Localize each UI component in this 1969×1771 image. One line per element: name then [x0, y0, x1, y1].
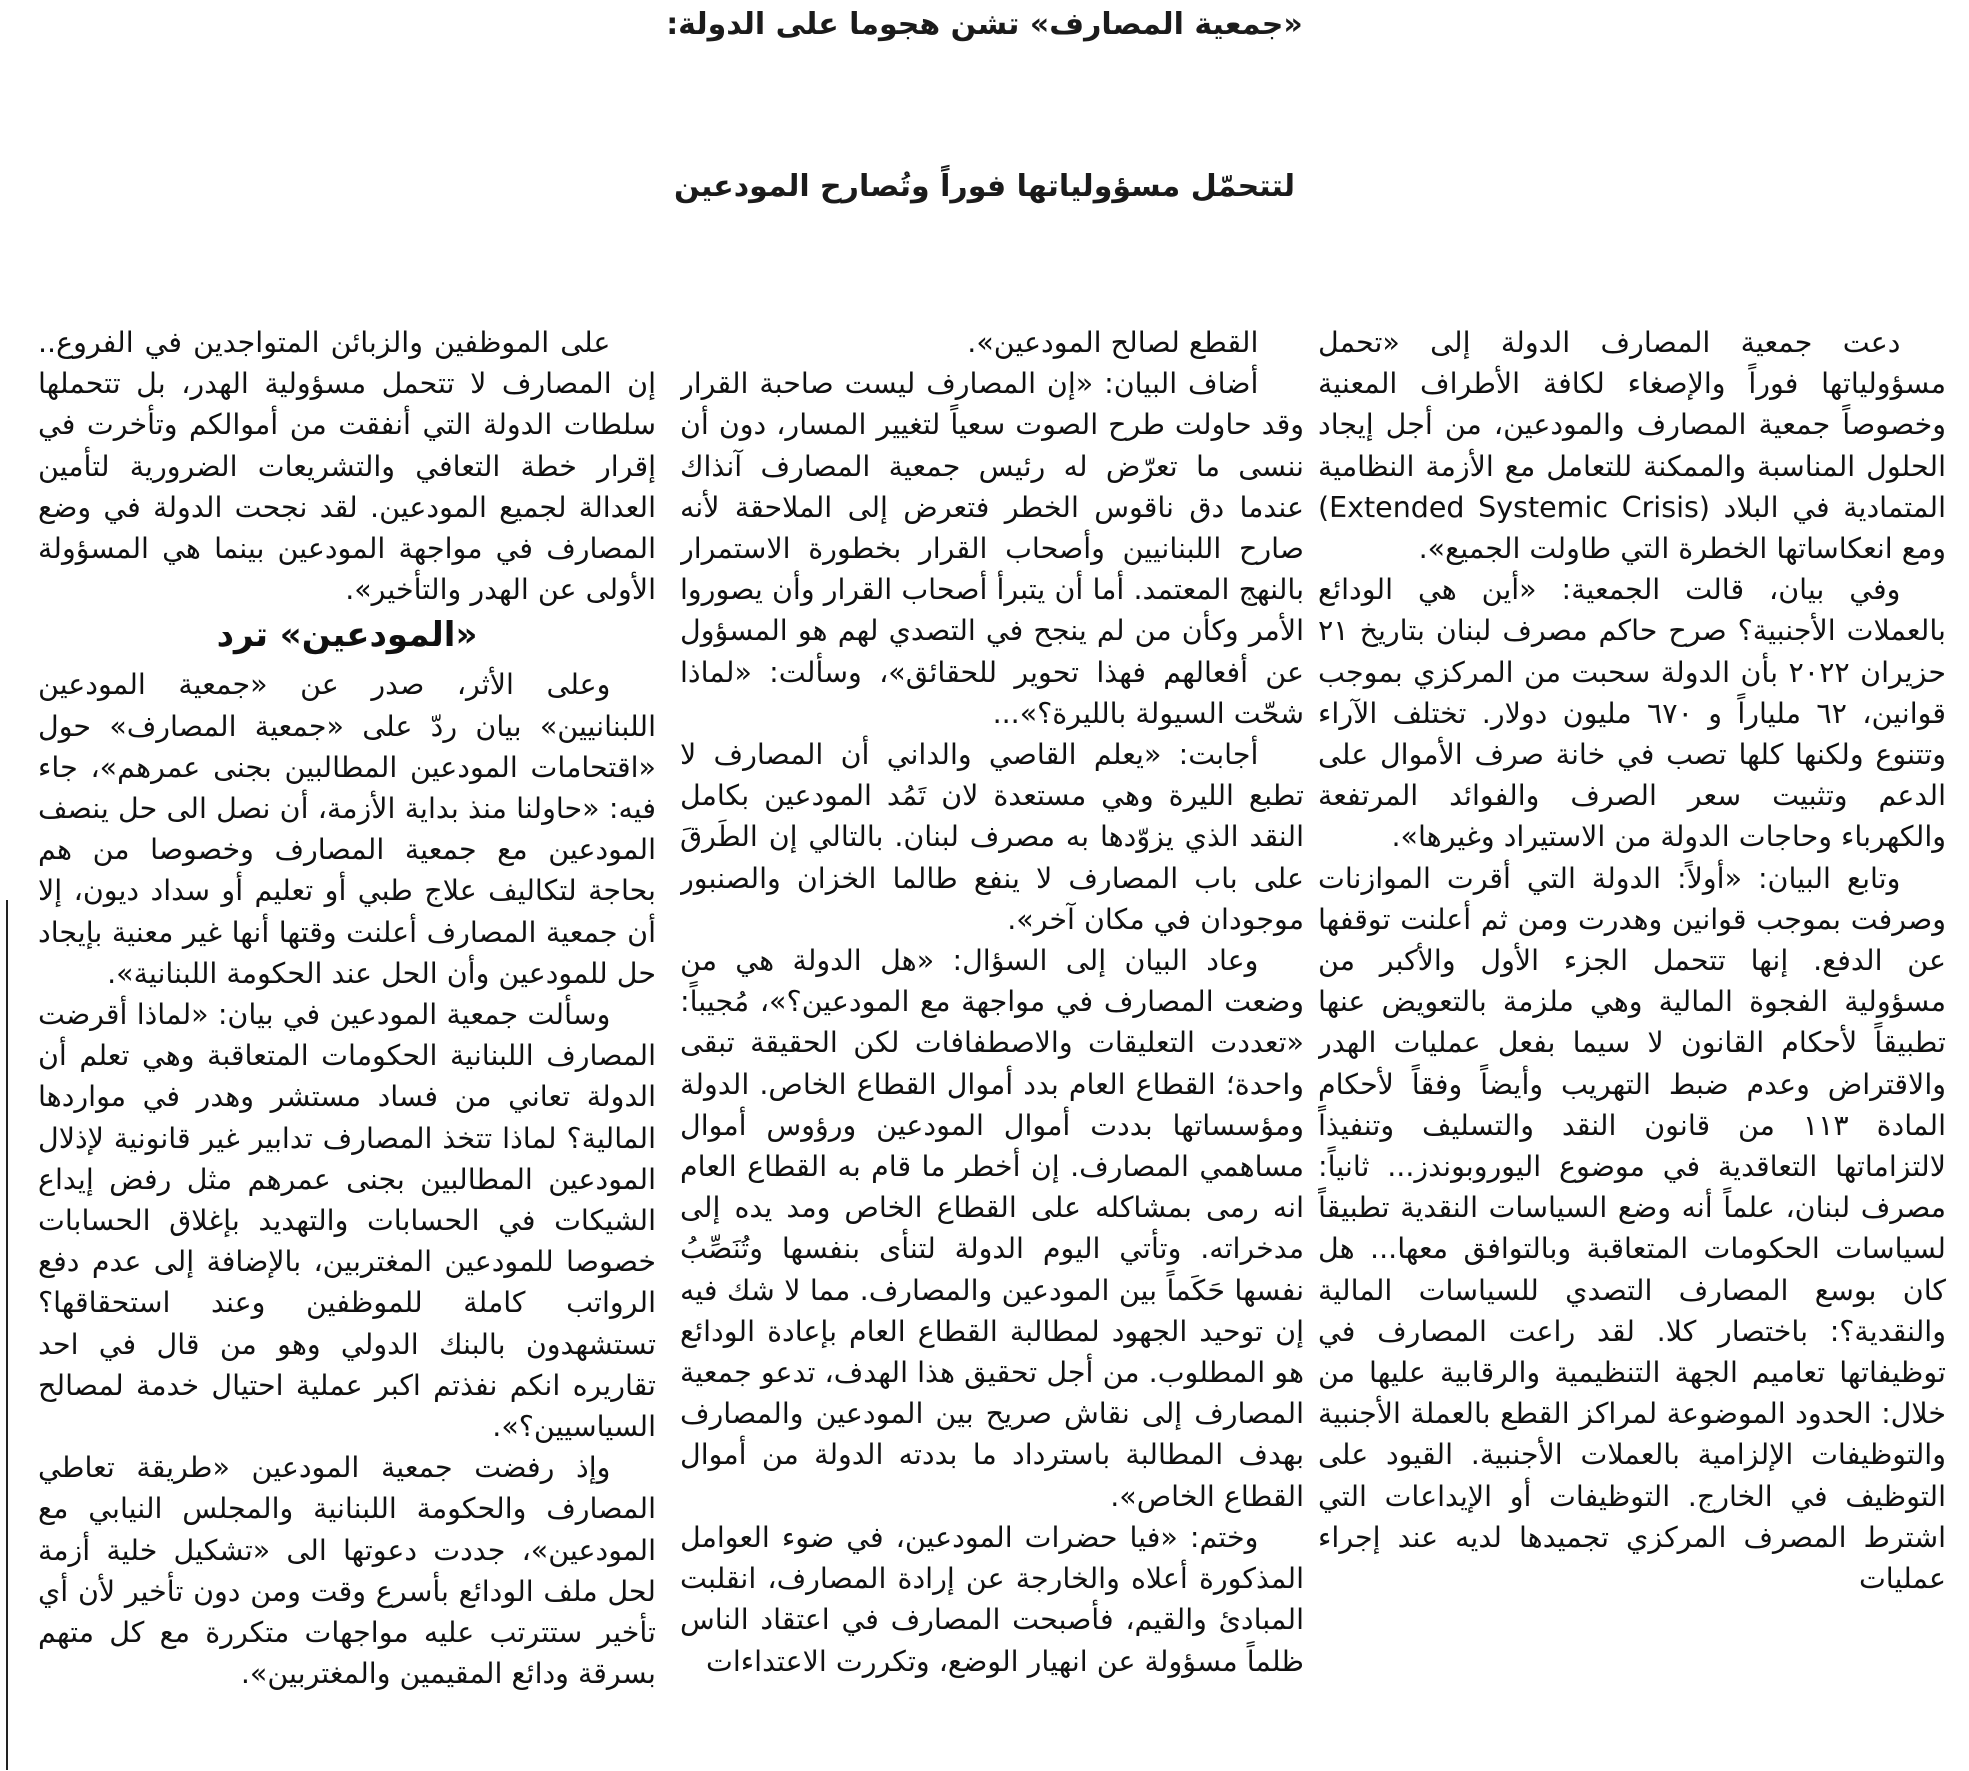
headline-line-1: «جمعية المصارف» تشن هجوما على الدولة: [666, 7, 1303, 42]
paragraph: أجابت: «يعلم القاصي والداني أن المصارف لا تطبع الليرة وهي مستعدة لان تَمُد المودعين بكامل النقد الذي يزوّدها به مصرف لبنان. بالتالي إن الطَرقَ على باب المصارف لا ينفع طالما الخزان والصنبور موجودان في مكان آخر». [680, 738, 1304, 936]
article-column-right [1318, 322, 1946, 1762]
article-column-left [38, 322, 656, 1762]
paragraph: على الموظفين والزبائن المتواجدين في الفروع.. إن المصارف لا تتحمل مسؤولية الهدر، بل تتحملها سلطات الدولة التي أنفقت من أموالكم وتأخرت في إقرار خطة التعافي والتشريعات الضرورية لتأمين العدالة لجميع المودعين. لقد نجحت الدولة في وضع المصارف في مواجهة المودعين بينما هي المسؤولة الأولى عن الهدر والتأخير». [38, 326, 656, 607]
paragraph: وعاد البيان إلى السؤال: «هل الدولة هي من وضعت المصارف في مواجهة مع المودعين؟»، مُجيباً: «تعددت التعليقات والاصطفافات لكن الحقيقة تبقى واحدة؛ القطاع العام بدد أموال القطاع الخاص. الدولة ومؤسساتها بددت أموال المودعين ورؤوس أموال مساهمي المصارف. إن أخطر ما قام به القطاع العام انه رمى بمشاكله على القطاع الخاص ومد يده إلى مدخراته. وتأتي اليوم الدولة لتنأى بنفسها وتُنَصِّبُ نفسها حَكَماً بين المودعين والمصارف. مما لا شك فيه إن توحيد الجهود لمطالبة القطاع العام بإعادة الودائع هو المطلوب. من أجل تحقيق هذا الهدف، تدعو جمعية المصارف إلى نقاش صريح بين المودعين والمصارف بهدف المطالبة باسترداد ما بددته الدولة من أموال القطاع الخاص». [680, 944, 1304, 1513]
paragraph: وسألت جمعية المودعين في بيان: «لماذا أقرضت المصارف اللبنانية الحكومات المتعاقبة وهي تعلم أن الدولة تعاني من فساد مستشر وهدر في مواردها المالية؟ لماذا تتخذ المصارف تدابير غير قانونية لإذلال المودعين المطالبين بجنى عمرهم مثل رفض إيداع الشيكات في الحسابات والتهديد بإغلاق الحسابات خصوصا للمودعين المغتربين، بالإضافة إلى عدم دفع الرواتب كاملة للموظفين وعند استحقاقها؟ تستشهدون بالبنك الدولي وهو من قال في احد تقاريره انكم نفذتم اكبر عملية احتيال خدمة لمصالح السياسيين؟». [38, 998, 656, 1444]
paragraph: وعلى الأثر، صدر عن «جمعية المودعين اللبنانيين» بيان ردّ على «جمعية المصارف» حول «اقتحامات المودعين المطالبين بجنى عمرهم»، جاء فيه: «حاولنا منذ بداية الأزمة، أن نصل الى حل ينصف المودعين مع جمعية المصارف وخصوصا من هم بحاجة لتكاليف علاج طبي أو تعليم أو سداد ديون، إلا أن جمعية المصارف أعلنت وقتها أنها غير معنية بإيجاد حل للمودعين وأن الحل عند الحكومة اللبنانية». [38, 668, 656, 990]
paragraph: أضاف البيان: «إن المصارف ليست صاحبة القرار وقد حاولت طرح الصوت سعياً لتغيير المسار، دون أن ننسى ما تعرّض له رئيس جمعية المصارف آنذاك عندما دق ناقوس الخطر فتعرض إلى الملاحقة لأنه صارح اللبنانيين وأصحاب القرار بخطورة الاستمرار بالنهج المعتمد. أما أن يتبرأ أصحاب القرار وأن يصوروا الأمر وكأن من لم ينجح في التصدي لهم هو المسؤول عن أفعالهم فهذا تحوير للحقائق»، وسألت: «لماذا شحّت السيولة بالليرة؟»... [680, 367, 1304, 730]
headline-line-2: لتتحمّل مسؤولياتها فوراً وتُصارح المودعين [674, 169, 1295, 204]
section-subheading: «المودعين» ترد [216, 615, 478, 656]
article-column-middle [680, 322, 1304, 1762]
paragraph: وفي بيان، قالت الجمعية: «أين هي الودائع بالعملات الأجنبية؟ صرح حاكم مصرف لبنان بتاريخ ٢١ حزيران ٢٠٢٢ بأن الدولة سحبت من المركزي بموجب قوانين، ٦٢ ملياراً و ٦٧٠ مليون دولار. تختلف الآراء وتتنوع ولكنها كلها تصب في خانة صرف الأموال على الدعم وتثبيت سعر الصرف والفوائد المرتفعة والكهرباء وحاجات الدولة من الاستيراد وغيرها». [1318, 573, 1946, 854]
paragraph: وإذ رفضت جمعية المودعين «طريقة تعاطي المصارف والحكومة اللبنانية والمجلس النيابي مع المودعين»، جددت دعوتها الى «تشكيل خلية أزمة لحل ملف الودائع بأسرع وقت ومن دون تأخير لأن أي تأخير ستترتب عليه مواجهات متكررة مع كل متهم بسرقة ودائع المقيمين والمغتربين». [38, 1451, 656, 1691]
paragraph: وتابع البيان: «أولاً: الدولة التي أقرت الموازنات وصرفت بموجب قوانين وهدرت ومن ثم أعلنت توقفها عن الدفع. إنها تتحمل الجزء الأول والأكبر من مسؤولية الفجوة المالية وهي ملزمة بالتعويض عنها تطبيقاً لأحكام القانون لا سيما بفعل عمليات الهدر والاقتراض وعدم ضبط التهريب وأيضاً وفقاً لأحكام المادة ١١٣ من قانون النقد والتسليف وتنفيذاً لالتزاماتها التعاقدية في موضوع اليوروبوندز... ثانياً: مصرف لبنان، علماً أنه وضع السياسات النقدية تطبيقاً لسياسات الحكومات المتعاقبة وبالتوافق معها... هل كان بوسع المصارف التصدي للسياسات المالية والنقدية؟: باختصار كلا. لقد راعت المصارف في توظيفاتها تعاميم الجهة التنظيمية والرقابية عليها من خلال: الحدود الموضوعة لمراكز القطع بالعملة الأجنبية والتوظيفات الإلزامية بالعملات الأجنبية. القيود على التوظيف في الخارج. التوظيفات أو الإيداعات التي اشترط المصرف المركزي تجميدها لديه عند إجراء عمليات [1318, 861, 1946, 1596]
paragraph: دعت جمعية المصارف الدولة إلى «تحمل مسؤولياتها فوراً والإصغاء لكافة الأطراف المعنية وخصوصاً جمعية المصارف والمودعين، من أجل إيجاد الحلول المناسبة والممكنة للتعامل مع الأزمة النظامية المتمادية في البلاد (Extended Systemic Crisis) ومع انعكاساتها الخطرة التي طاولت الجميع». [1318, 326, 1946, 566]
paragraph: القطع لصالح المودعين». [967, 326, 1259, 359]
paragraph: وختم: «فيا حضرات المودعين، في ضوء العوامل المذكورة أعلاه والخارجة عن إرادة المصارف، انقلبت المبادئ والقيم، فأصبحت المصارف في اعتقاد الناس ظلماً مسؤولة عن انهيار الوضع، وتكررت الاعتداءات [680, 1520, 1304, 1678]
page-edge-rule [6, 900, 8, 1770]
